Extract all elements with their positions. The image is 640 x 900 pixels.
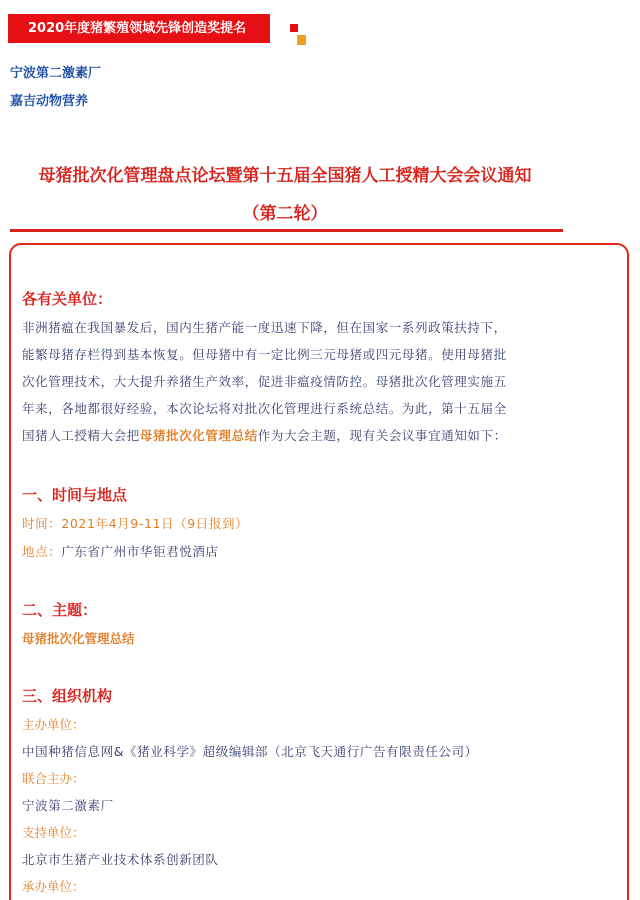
host-value: 中国种猪信息网&《猪业科学》超级编辑部（北京飞天通行广告有限责任公司）	[22, 744, 478, 759]
place-value: 广东省广州市华钜君悦酒店	[61, 544, 219, 559]
sponsor-1: 宁波第二激素厂	[10, 66, 102, 81]
support-label: 支持单位：	[22, 825, 85, 840]
award-banner-text: 2020年度猪繁殖领域先锋创造奖提名	[8, 14, 270, 43]
intro-line-5	[22, 422, 507, 449]
cohost-label: 联合主办：	[22, 771, 85, 786]
banner-decor-orange-square	[297, 35, 306, 45]
intro-line-2: 能繁母猪存栏得到基本恢复。但母猪中有一定比例三元母猪或四元母猪。使用母猪批	[22, 347, 507, 362]
intro-line-4: 年来，各地都很好经验，本次论坛将对批次化管理进行系统总结。为此，第十五届全	[22, 401, 507, 416]
intro-line-5-end: 作为大会主题，现有关会议事宜通知如下：	[257, 428, 507, 443]
meeting-time	[22, 510, 248, 537]
salutation: 各有关单位：	[22, 290, 113, 308]
intro-line-1: 非洲猪瘟在我国暴发后，国内生猪产能一度迅速下降，但在国家一系列政策扶持下，	[22, 320, 507, 335]
place-label: 地点：	[22, 544, 62, 559]
section-2-heading: 二、主题：	[22, 601, 98, 619]
intro-line-5-start: 国猪人工授精大会把	[22, 428, 140, 443]
organizer-label: 承办单位：	[22, 879, 85, 894]
time-label: 时间：	[22, 516, 62, 531]
sponsor-2: 嘉吉动物营养	[10, 94, 89, 109]
award-banner	[8, 14, 308, 46]
intro-line-3: 次化管理技术，大大提升养猪生产效率，促进非瘟疫情防控。母猪批次化管理实施五	[22, 374, 507, 389]
meeting-place	[22, 538, 219, 565]
notice-title: 母猪批次化管理盘点论坛暨第十五届全国猪人工授精大会会议通知	[38, 166, 532, 186]
title-divider	[10, 229, 563, 232]
banner-decor-red-square	[290, 24, 298, 32]
meeting-theme-highlight: 母猪批次化管理总结	[139, 428, 258, 443]
host-label: 主办单位：	[22, 717, 85, 732]
theme-value: 母猪批次化管理总结	[22, 631, 135, 646]
support-value: 北京市生猪产业技术体系创新团队	[22, 852, 219, 867]
cohost-value: 宁波第二激素厂	[22, 798, 114, 813]
time-value: 2021年4月9-11日（9日报到）	[61, 516, 249, 531]
section-1-heading: 一、时间与地点	[22, 486, 128, 504]
notice-subtitle: （第二轮）	[242, 204, 328, 224]
section-3-heading: 三、组织机构	[22, 687, 113, 705]
